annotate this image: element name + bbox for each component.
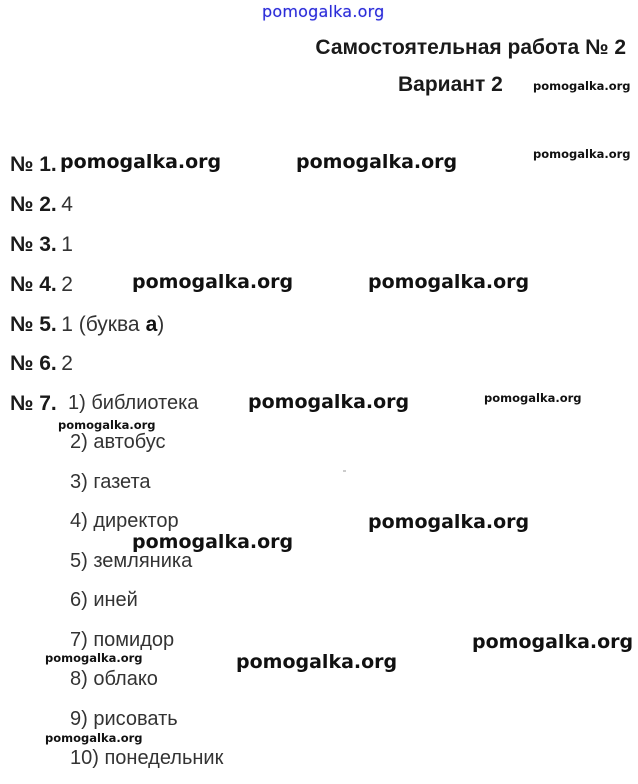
answer-5-value: 1 (буква: [61, 313, 140, 336]
watermark-text-small: pomogalka.org: [45, 651, 143, 665]
top-watermark: pomogalka.org: [262, 2, 385, 21]
answer-6-number: № 6.: [10, 352, 57, 375]
watermark-text-small: pomogalka.org: [533, 79, 631, 93]
answer-5-closing: ): [157, 313, 165, 336]
answer-4-number: № 4.: [10, 273, 57, 296]
page-title: Самостоятельная работа № 2: [315, 36, 626, 59]
answer-6-value: 2: [61, 352, 73, 375]
answer-5: [10, 313, 164, 337]
answer-3-value: 1: [61, 233, 73, 256]
word-item-10: 10) понедельник: [70, 747, 224, 769]
watermark-text: pomogalka.org: [248, 391, 410, 413]
variant-heading: Вариант 2: [398, 73, 503, 96]
watermark-text-small: pomogalka.org: [45, 731, 143, 745]
answer-1-number: № 1.: [10, 153, 57, 176]
answer-6: [10, 352, 73, 376]
word-item-9: 9) рисовать: [70, 708, 178, 730]
watermark-text: pomogalka.org: [60, 151, 222, 173]
answer-2-value: 4: [61, 193, 73, 216]
watermark-text: pomogalka.org: [368, 271, 530, 293]
word-item-6: 6) иней: [70, 589, 138, 611]
answer-4-value: 2: [61, 273, 73, 296]
answer-4: [10, 273, 73, 297]
word-item-4: 4) директор: [70, 510, 179, 532]
watermark-text-small: pomogalka.org: [533, 147, 631, 161]
answer-2-number: № 2.: [10, 193, 57, 216]
word-item-8: 8) облако: [70, 668, 158, 690]
watermark-text: pomogalka.org: [236, 651, 398, 673]
answer-5-number: № 5.: [10, 313, 57, 336]
answer-3: [10, 233, 73, 257]
answer-3-number: № 3.: [10, 233, 57, 256]
word-item-5: 5) земляника: [70, 550, 193, 572]
word-item-3: 3) газета: [70, 471, 151, 493]
watermark-text: pomogalka.org: [132, 531, 294, 553]
watermark-text: pomogalka.org: [472, 631, 634, 653]
watermark-text: pomogalka.org: [296, 151, 458, 173]
watermark-text: pomogalka.org: [368, 511, 530, 533]
watermark-text-small: pomogalka.org: [58, 418, 156, 432]
answer-5-letter: а: [145, 313, 158, 336]
word-item-2: 2) автобус: [70, 431, 166, 453]
watermark-text-small: pomogalka.org: [484, 391, 582, 405]
word-item-1: 1) библиотека: [68, 392, 199, 414]
answer-7-number: № 7.: [10, 392, 57, 415]
scan-speck: [343, 470, 346, 472]
answer-2: [10, 193, 73, 217]
word-item-7: 7) помидор: [70, 629, 175, 651]
watermark-text: pomogalka.org: [132, 271, 294, 293]
